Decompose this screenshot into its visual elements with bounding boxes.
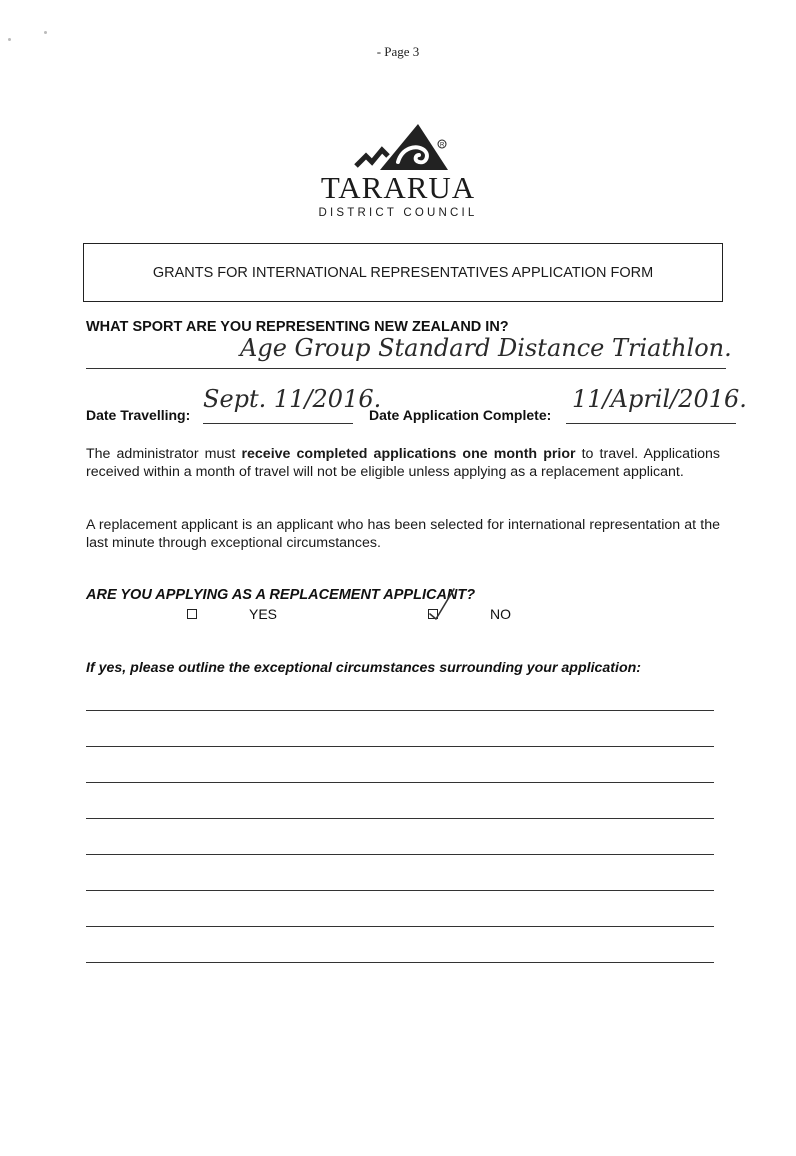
circumstances-prompt: If yes, please outline the exceptional circumstances surrounding your application: (86, 660, 642, 676)
answer-line[interactable] (86, 926, 714, 927)
yes-checkbox[interactable] (187, 609, 197, 619)
date-complete-value[interactable]: 11/April/2016. (572, 385, 747, 413)
date-travelling-value[interactable]: Sept. 11/2016. (203, 385, 382, 413)
logo-subtitle: DISTRICT COUNCIL (318, 207, 478, 219)
answer-line[interactable] (86, 818, 714, 819)
page-number: - Page 3 (376, 44, 420, 59)
para1-text-end: to travel. Applications received within a month of travel will not be eligible unless applying as a replacement applicant. (86, 446, 720, 480)
scan-speck (44, 31, 47, 34)
answer-line[interactable] (86, 962, 714, 963)
answer-line[interactable] (86, 710, 714, 711)
para1-text: The administrator must (86, 446, 242, 462)
form-title-box (83, 243, 723, 302)
sport-answer-line (86, 368, 726, 369)
mountain-koru-logo-icon (352, 122, 452, 172)
sport-answer[interactable]: Age Group Standard Distance Triathlon. (240, 334, 732, 362)
no-label: NO (490, 606, 511, 622)
logo-name: TARARUA (320, 170, 476, 205)
instructions-paragraph (86, 445, 720, 481)
date-travelling-label: Date Travelling: (86, 407, 191, 423)
svg-text:R: R (440, 142, 445, 149)
yes-label: YES (249, 606, 278, 622)
para1-bold: receive completed applications one month prior (241, 446, 576, 462)
checkmark-icon (424, 586, 458, 622)
answer-line[interactable] (86, 746, 714, 747)
form-title: GRANTS FOR INTERNATIONAL REPRESENTATIVES APPLICATION FORM (152, 264, 654, 281)
answer-line[interactable] (86, 890, 714, 891)
answer-line[interactable] (86, 854, 714, 855)
answer-line[interactable] (86, 782, 714, 783)
replacement-question: ARE YOU APPLYING AS A REPLACEMENT APPLICANT? (86, 587, 476, 603)
sport-question: WHAT SPORT ARE YOU REPRESENTING NEW ZEALAND IN? (86, 319, 509, 335)
scan-speck (8, 38, 11, 41)
date-complete-label: Date Application Complete: (369, 407, 552, 423)
date-complete-line (566, 423, 736, 424)
date-travelling-line (203, 423, 353, 424)
replacement-definition: A replacement applicant is an applicant who has been selected for international representation at the last minute through exceptional circumstances. (86, 517, 720, 551)
